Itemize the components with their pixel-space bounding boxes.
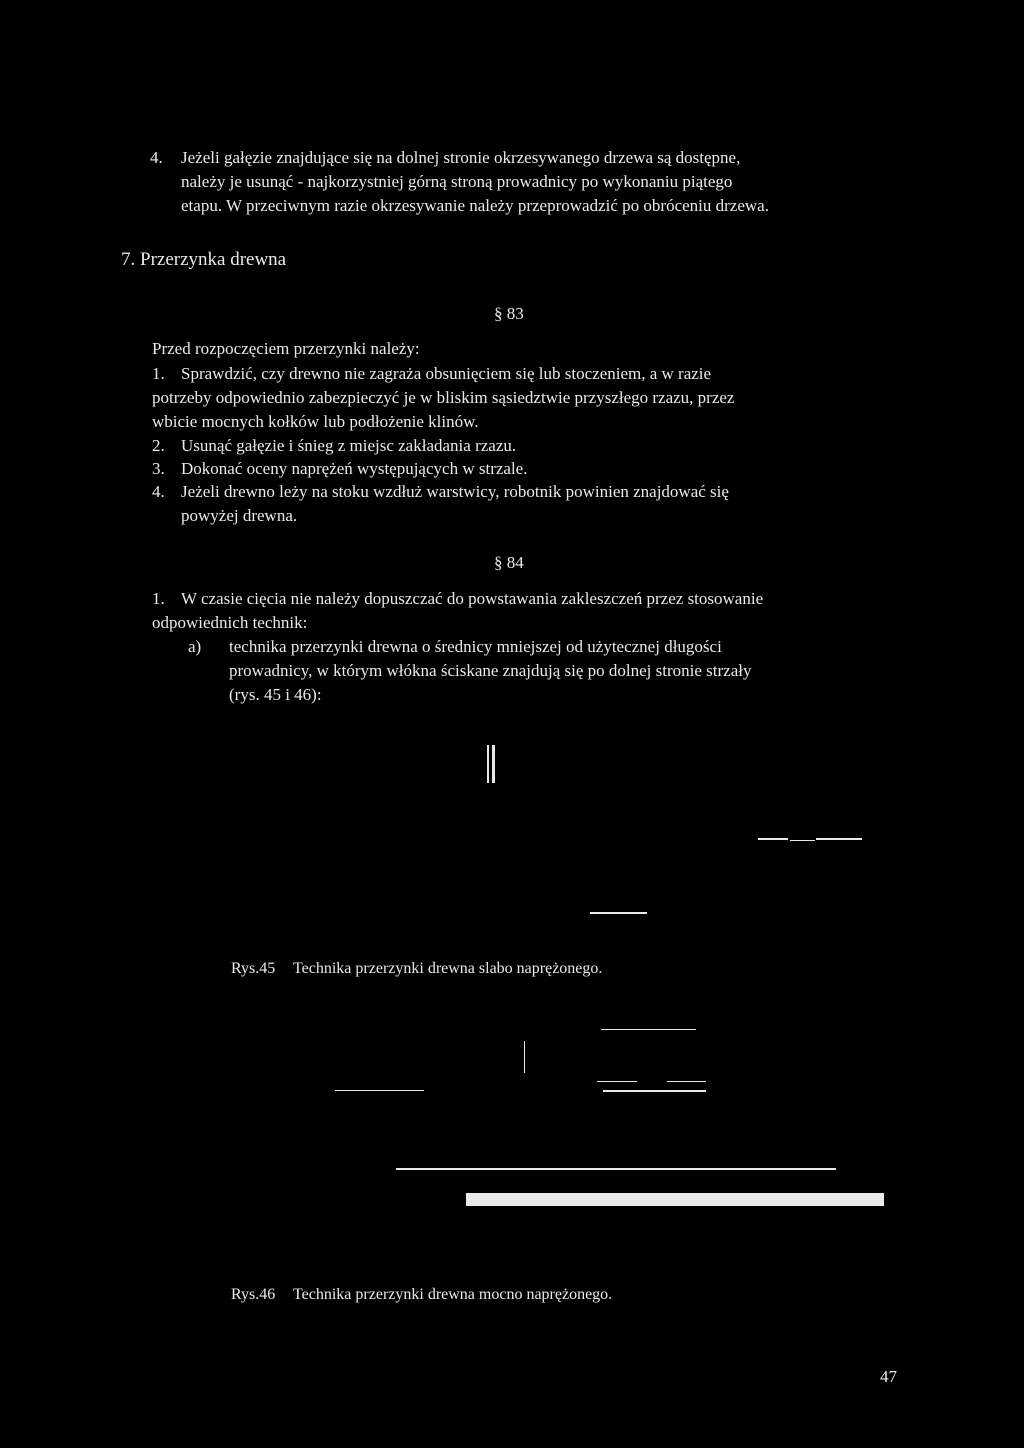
- sublist-line: technika przerzynki drewna o średnicy mniejszej od użytecznej długości: [229, 637, 722, 656]
- sublist-line: prowadnicy, w którym włókna ściskane znajdują się po dolnej stronie strzały: [229, 661, 752, 680]
- list-item-line: powyżej drewna.: [181, 506, 298, 525]
- list-item-line: Usunąć gałęzie i śnieg z miejsc zakładania rzazu.: [181, 436, 517, 455]
- list-item-line: Jeżeli drewno leży na stoku wzdłuż warstwicy, robotnik powinien znajdować się: [181, 482, 729, 501]
- list-item-number: 2.: [152, 436, 165, 455]
- figure-45-line-fragment: [816, 838, 862, 840]
- figure-46-line-fragment: [597, 1081, 637, 1082]
- list-item-line: odpowiednich technik:: [152, 613, 308, 632]
- figure-45-caption: Technika przerzynki drewna slabo naprężonego.: [293, 960, 603, 977]
- figure-45-line-fragment: [590, 912, 647, 914]
- paragraph-83-lead: Przed rozpoczęciem przerzynki należy:: [152, 339, 420, 358]
- page-number: 47: [880, 1367, 897, 1386]
- paragraph-83-label: § 83: [494, 304, 524, 323]
- list-item-line: Sprawdzić, czy drewno nie zagraża obsunięciem się lub stoczeniem, a w razie: [181, 364, 712, 383]
- section-heading: 7. Przerzynka drewna: [121, 249, 287, 270]
- list-item-number: 1.: [152, 589, 165, 608]
- figure-45-label: Rys.45: [231, 960, 276, 977]
- figure-46-label: Rys.46: [231, 1286, 276, 1303]
- sublist-letter: a): [188, 637, 202, 656]
- list-item-number: 4.: [152, 482, 165, 501]
- list-item-line: W czasie cięcia nie należy dopuszczać do powstawania zakleszczeń przez stosowanie: [181, 589, 764, 608]
- list-item-line: wbicie mocnych kołków lub podłożenie klinów.: [152, 412, 479, 431]
- list-item-number: 3.: [152, 459, 165, 478]
- figure-46-line-fragment: [603, 1090, 706, 1092]
- list-item-number: 1.: [152, 364, 165, 383]
- figure-45-vertical-line: [487, 745, 489, 783]
- sublist-line: (rys. 45 i 46):: [229, 685, 322, 704]
- figure-45-vertical-line: [492, 745, 495, 783]
- intro-item-line: należy je usunąć - najkorzystniej górną stroną prowadnicy po wykonaniu piątego: [181, 172, 733, 191]
- figure-46-vertical-line: [524, 1041, 525, 1073]
- figure-45-line-fragment: [758, 838, 788, 840]
- figure-46-line-fragment: [335, 1090, 424, 1091]
- list-item-line: Dokonać oceny naprężeń występujących w strzale.: [181, 459, 528, 478]
- intro-item-line: etapu. W przeciwnym razie okrzesywanie należy przeprowadzić po obróceniu drzewa.: [181, 196, 769, 215]
- figure-46-line-fragment: [667, 1081, 706, 1082]
- figure-46-trunk-top-line: [396, 1168, 836, 1170]
- intro-item-number: 4.: [150, 148, 163, 167]
- paragraph-84-label: § 84: [494, 553, 524, 572]
- intro-item-line: Jeżeli gałęzie znajdujące się na dolnej stronie okrzesywanego drzewa są dostępne,: [181, 148, 741, 167]
- figure-45-line-fragment: [790, 840, 815, 841]
- figure-46-caption: Technika przerzynki drewna mocno naprężonego.: [293, 1286, 613, 1303]
- list-item-line: potrzeby odpowiednio zabezpieczyć je w bliskim sąsiedztwie przyszłego rzazu, przez: [152, 388, 735, 407]
- figure-46-line-fragment: [601, 1029, 696, 1030]
- figure-46-trunk-bar: [466, 1193, 884, 1206]
